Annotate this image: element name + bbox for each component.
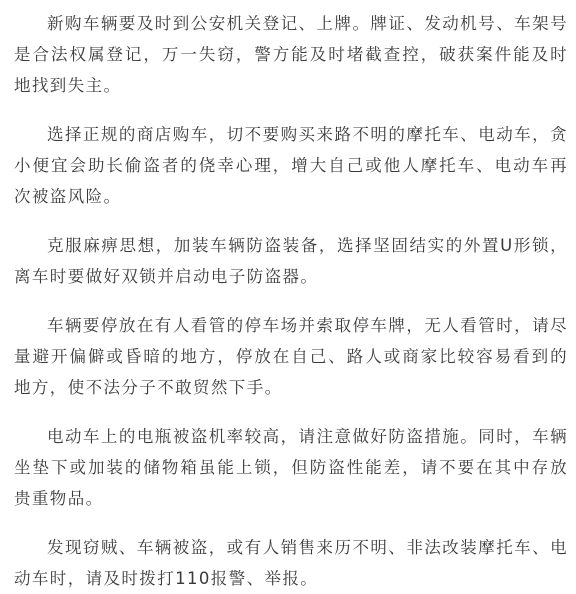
paragraph-lock: 克服麻痹思想，加装车辆防盗装备，选择坚固结实的外置U形锁，离车时要做好双锁并启动电子防盗器。 <box>14 236 568 286</box>
paragraph-parking: 车辆要停放在有人看管的停车场并索取停车牌，无人看管时，请尽量避开偏僻或昏暗的地方，停放在自己、路人或商家比较容易看到的地方，使不法分子不敢贸然下手。 <box>14 316 568 397</box>
paragraph-purchase: 选择正规的商店购车，切不要购买来路不明的摩托车、电动车，贪小便宜会助长偷盗者的侥幸心理，增大自己或他人摩托车、电动车再次被盗风险。 <box>14 125 568 206</box>
paragraph-battery: 电动车上的电瓶被盗机率较高，请注意做好防盗措施。同时，车辆坐垫下或加装的储物箱虽能上锁，但防盗性能差，请不要在其中存放贵重物品。 <box>14 427 568 508</box>
paragraph-report: 发现窃贼、车辆被盗，或有人销售来历不明、非法改装摩托车、电动车时，请及时拨打110报警、举报。 <box>14 538 568 588</box>
paragraph-registration: 新购车辆要及时到公安机关登记、上牌。牌证、发动机号、车架号是合法权属登记，万一失窃，警方能及时堵截查控，破获案件能及时地找到失主。 <box>14 14 568 95</box>
